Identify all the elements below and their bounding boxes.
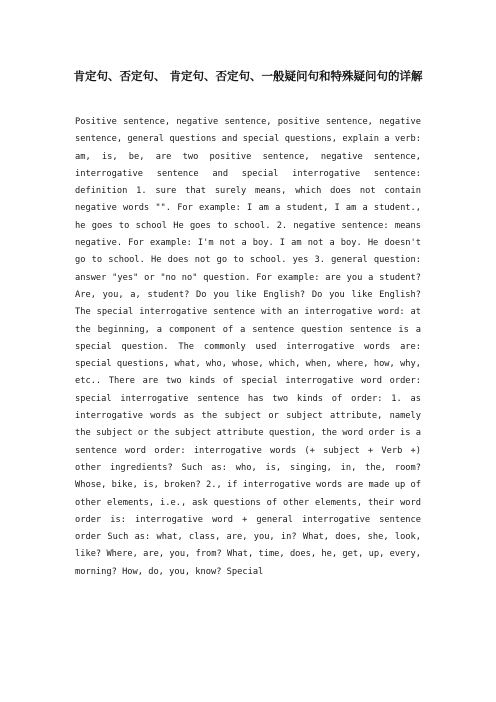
document-title: 肯定句、否定句、 肯定句、否定句、一般疑问句和特殊疑问句的详解: [73, 69, 423, 83]
document-body: Positive sentence, negative sentence, positive sentence, negative sentence, general questions and special questions, explain a verb: am, is, be, are two positive sentence, negative sentence, interrogative sentence and special interrogative sentence: definition 1. sure that surely means, which does not contain negative words "". For example: I am a student, I am a student., he goes to school He goes to school. 2. negative sentence: means negative. For example: I'm not a boy. I am not a boy. He doesn't go to school. He does not go to school. yes 3. general question: answer "yes" or "no no" question. For example: are you a student? Are, you, a, student? Do you like English? Do you like English? The special interrogative sentence with an interrogative word: at the beginning, a component of a sentence question sentence is a special question. The commonly used interrogative words are: special questions, what, who, whose, which, when, where, how, why, etc.. There are two kinds of special interrogative word order: special interrogative sentence has two kinds of order: 1. as interrogative words as the subject or subject attribute, namely the subject or the subject attribute question, the word order is a sentence word order: interrogative words (+ subject + Verb +) other ingredients? Such as: who, is, singing, in, the, room? Whose, bike, is, broken? 2., if interrogative words are made up of other elements, i.e., ask questions of other elements, their word order is: interrogative word + general interrogative sentence order Such as: what, class, are, you, in? What, does, she, look, like? Where, are, you, from? What, time, does, he, get, up, every, morning? How, do, you, know? Special: [75, 117, 421, 577]
